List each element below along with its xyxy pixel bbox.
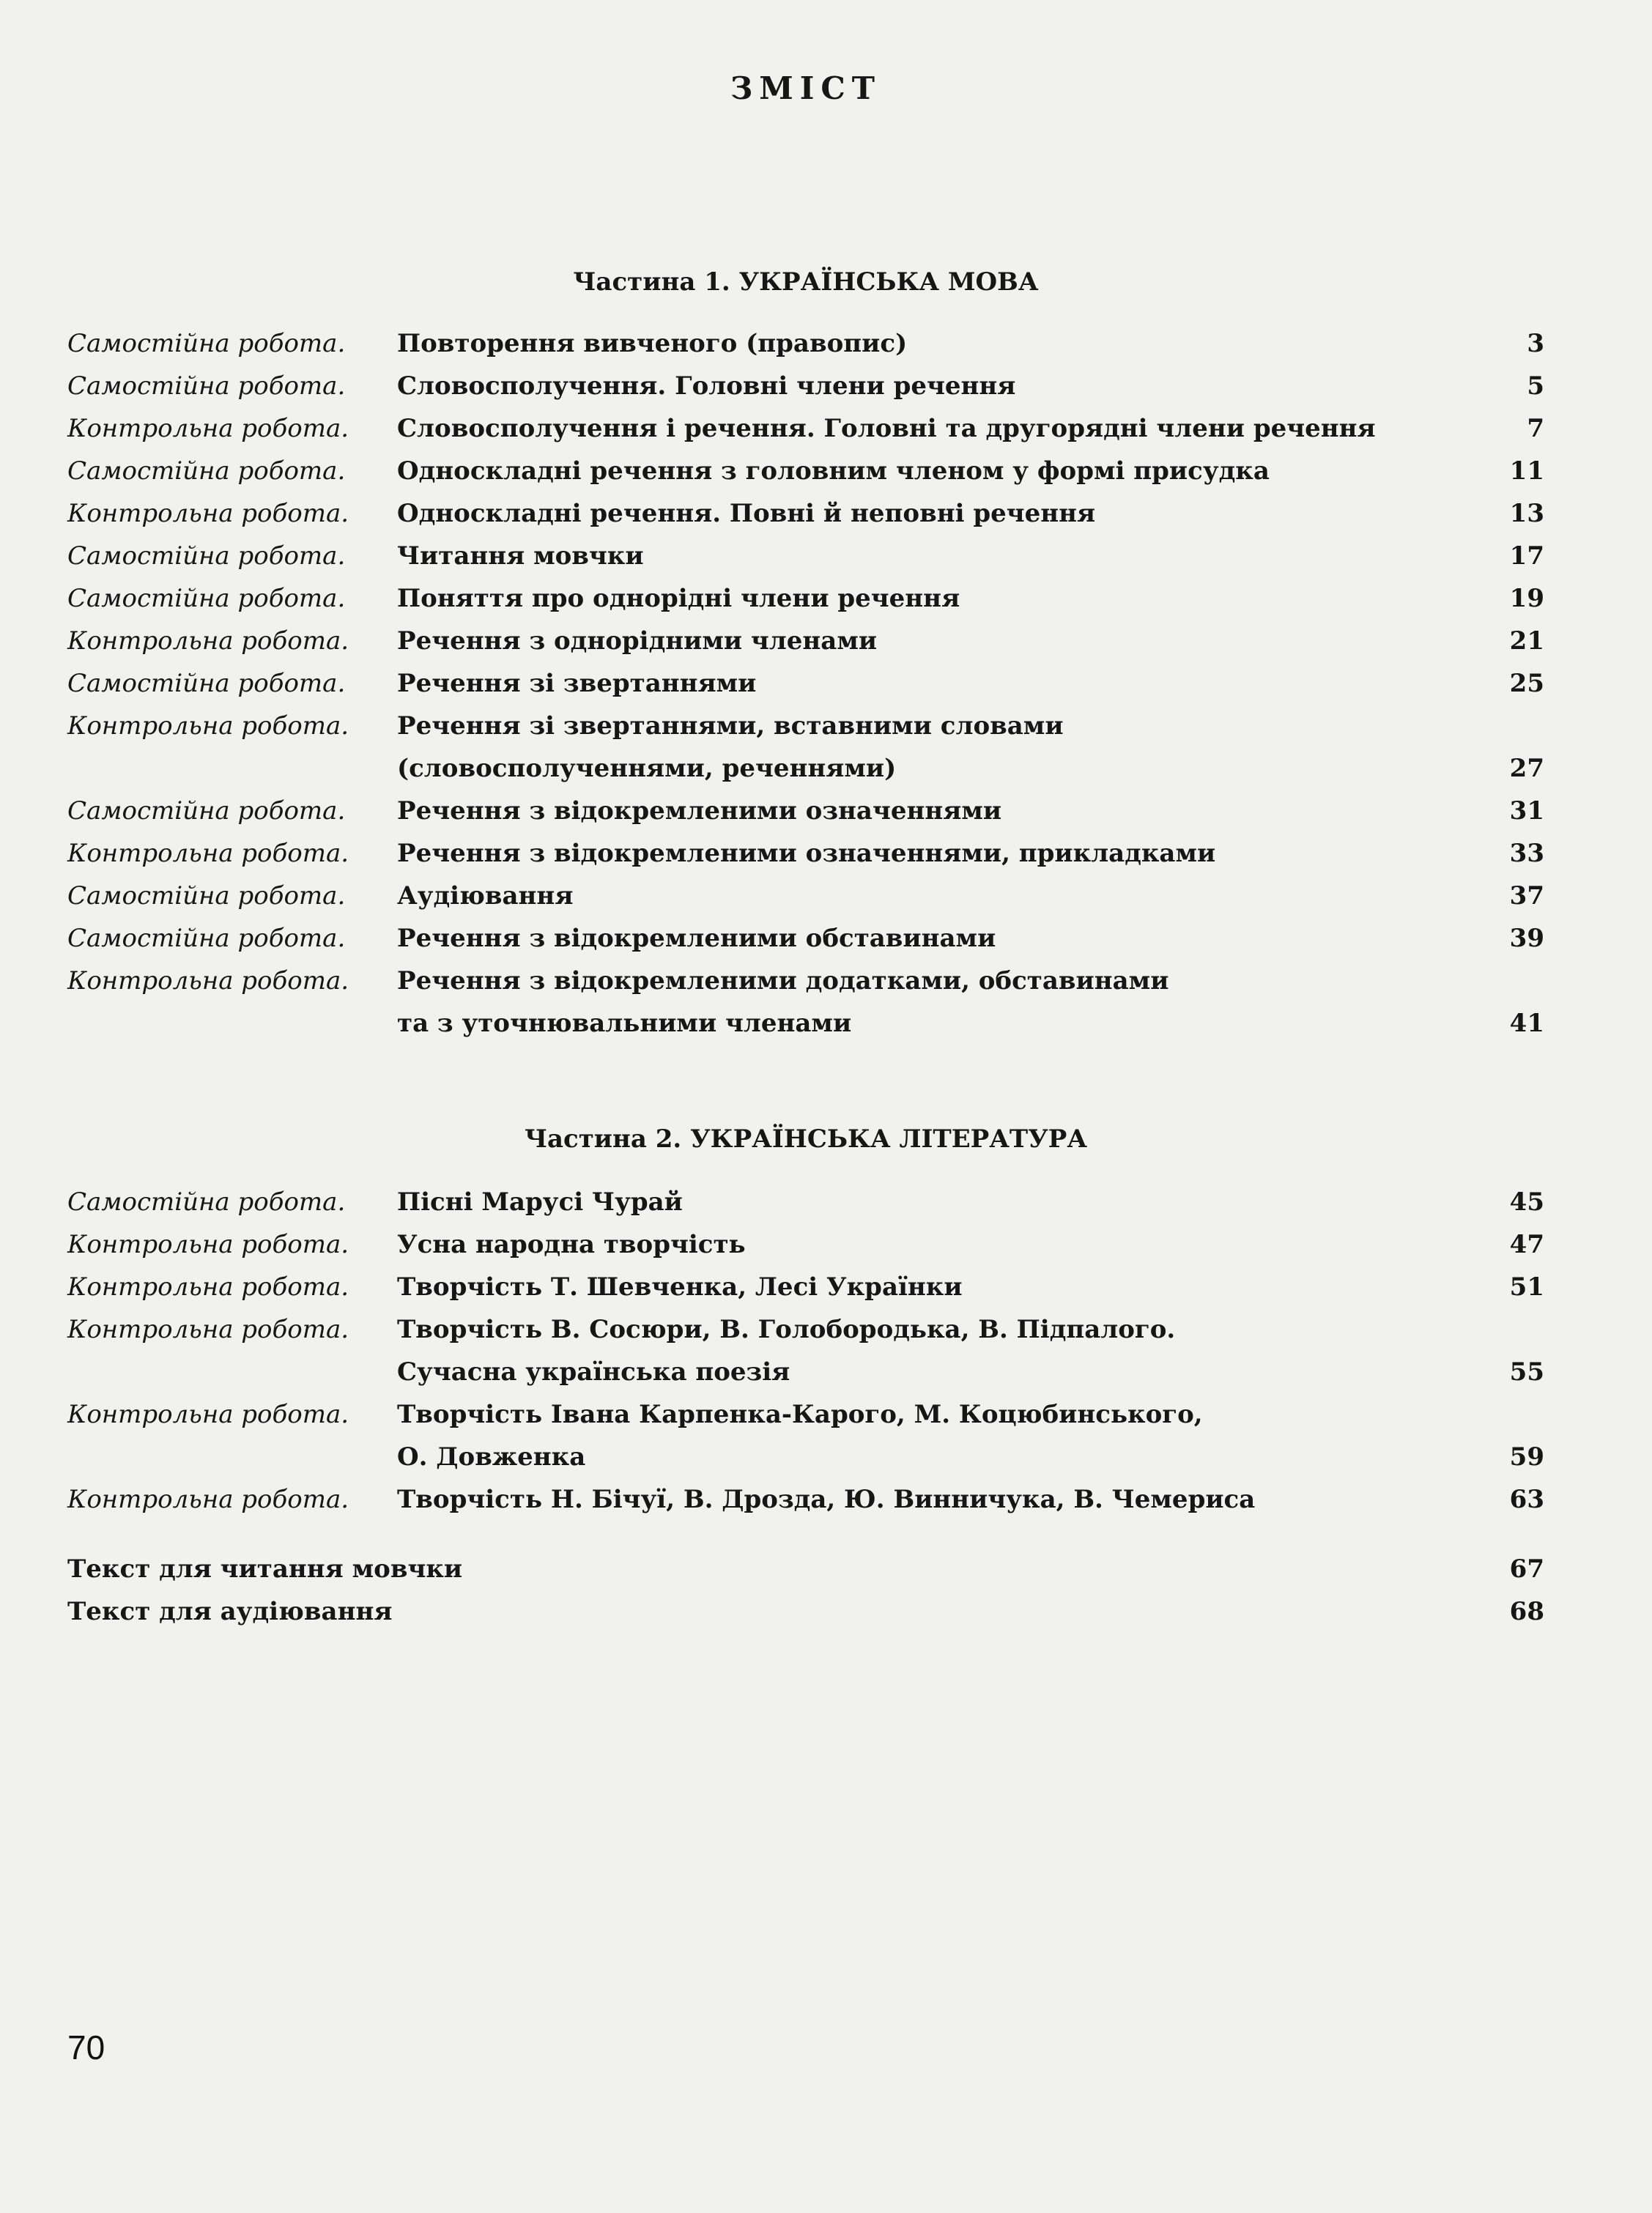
toc-entry xyxy=(67,790,1544,832)
entry-type: Самостійна робота. xyxy=(67,329,346,358)
entry-type: Контрольна робота. xyxy=(67,626,349,656)
entry-page-number: 3 xyxy=(1527,329,1544,358)
entry-type: Контрольна робота. xyxy=(67,1485,349,1514)
toc-entry xyxy=(67,535,1544,577)
entry-type: Контрольна робота. xyxy=(67,499,349,528)
page-number: 70 xyxy=(67,2028,105,2066)
entry-title: Творчість Івана Карпенка-Карого, М. Коцюбинського, xyxy=(397,1400,1203,1429)
toc-entry xyxy=(67,365,1544,407)
entry-type: Контрольна робота. xyxy=(67,1230,349,1259)
part1-heading: Частина 1. УКРАЇНСЬКА МОВА xyxy=(573,267,1039,297)
entry-page-number: 11 xyxy=(1509,456,1544,486)
toc-entry xyxy=(67,832,1544,875)
entry-type: Самостійна робота. xyxy=(67,669,346,698)
entry-title: Речення з відокремленими обставинами xyxy=(397,924,996,953)
entry-type: Самостійна робота. xyxy=(67,371,346,401)
entry-type: Самостійна робота. xyxy=(67,456,346,486)
toc-entry xyxy=(67,1308,1544,1393)
entry-title: Речення зі звертаннями xyxy=(397,669,757,698)
toc-entry xyxy=(67,492,1544,535)
entry-title: Сучасна українська поезія xyxy=(397,1357,790,1387)
entry-type: Самостійна робота. xyxy=(67,881,346,911)
entry-page-number: 68 xyxy=(1509,1597,1544,1626)
toc-entry xyxy=(67,960,1544,1045)
entry-page-number: 25 xyxy=(1509,669,1544,698)
entry-type: Контрольна робота. xyxy=(67,1400,349,1429)
toc-entry xyxy=(67,322,1544,365)
entry-page-number: 21 xyxy=(1509,626,1544,656)
entry-page-number: 33 xyxy=(1509,839,1544,868)
entry-type: Контрольна робота. xyxy=(67,1272,349,1302)
entry-title: Читання мовчки xyxy=(397,541,644,571)
entry-type: Самостійна робота. xyxy=(67,541,346,571)
entry-title: Речення зі звертаннями, вставними словами xyxy=(397,711,1064,741)
toc-entry xyxy=(67,1590,1544,1633)
entry-type: Контрольна робота. xyxy=(67,839,349,868)
part2-heading: Частина 2. УКРАЇНСЬКА ЛІТЕРАТУРА xyxy=(524,1124,1088,1154)
entry-page-number: 47 xyxy=(1509,1230,1544,1259)
entry-page-number: 5 xyxy=(1527,371,1544,401)
part1-toc-list xyxy=(67,322,1544,1045)
toc-entry xyxy=(67,1478,1544,1521)
entry-title: Поняття про однорідні члени речення xyxy=(397,584,960,613)
toc-entry xyxy=(67,1266,1544,1308)
entry-type: Контрольна робота. xyxy=(67,966,349,996)
toc-entry xyxy=(67,1548,1544,1590)
entry-title: Речення з відокремленими означеннями xyxy=(397,796,1002,826)
page-title: ЗМІСТ xyxy=(730,70,882,106)
toc-entry xyxy=(67,917,1544,960)
entry-title: Текст для аудіювання xyxy=(67,1597,393,1626)
entry-page-number: 17 xyxy=(1509,541,1544,571)
entry-page-number: 13 xyxy=(1509,499,1544,528)
entry-title: Аудіювання xyxy=(397,881,574,911)
toc-entry xyxy=(67,875,1544,917)
entry-page-number: 27 xyxy=(1509,754,1544,783)
entry-type: Самостійна робота. xyxy=(67,924,346,953)
entry-type: Контрольна робота. xyxy=(67,711,349,741)
entry-title: та з уточнювальними членами xyxy=(397,1009,852,1038)
entry-page-number: 19 xyxy=(1509,584,1544,613)
entry-title: Речення з відокремленими означеннями, прикладками xyxy=(397,839,1216,868)
entry-page-number: 59 xyxy=(1509,1442,1544,1472)
toc-entry xyxy=(67,705,1544,790)
toc-entry xyxy=(67,662,1544,705)
entry-title: Творчість В. Сосюри, В. Голобородька, В. Підпалого. xyxy=(397,1315,1176,1344)
entry-page-number: 63 xyxy=(1509,1485,1544,1514)
toc-entry xyxy=(67,1393,1544,1478)
toc-entry xyxy=(67,407,1544,450)
entry-title: Односкладні речення з головним членом у формі присудка xyxy=(397,456,1270,486)
entry-page-number: 55 xyxy=(1509,1357,1544,1387)
toc-entry xyxy=(67,450,1544,492)
toc-entry xyxy=(67,577,1544,620)
entry-page-number: 45 xyxy=(1509,1187,1544,1217)
entry-type: Самостійна робота. xyxy=(67,796,346,826)
entry-title: (словосполученнями, реченнями) xyxy=(397,754,897,783)
entry-title: Усна народна творчість xyxy=(397,1230,746,1259)
part2-toc-list xyxy=(67,1181,1544,1521)
entry-title: Односкладні речення. Повні й неповні речення xyxy=(397,499,1096,528)
entry-title: Словосполучення. Головні члени речення xyxy=(397,371,1016,401)
entry-title: Речення з відокремленими додатками, обставинами xyxy=(397,966,1169,996)
entry-type: Контрольна робота. xyxy=(67,1315,349,1344)
entry-title: Пісні Марусі Чурай xyxy=(397,1187,683,1217)
appendix-list xyxy=(67,1548,1544,1633)
entry-page-number: 67 xyxy=(1509,1554,1544,1584)
entry-type: Контрольна робота. xyxy=(67,414,349,443)
toc-entry xyxy=(67,620,1544,662)
entry-page-number: 37 xyxy=(1509,881,1544,911)
entry-title: Текст для читання мовчки xyxy=(67,1554,463,1584)
entry-title: Словосполучення і речення. Головні та другорядні члени речення xyxy=(397,414,1376,443)
entry-page-number: 41 xyxy=(1509,1009,1544,1038)
entry-type: Самостійна робота. xyxy=(67,1187,346,1217)
entry-type: Самостійна робота. xyxy=(67,584,346,613)
entry-page-number: 39 xyxy=(1509,924,1544,953)
toc-entry xyxy=(67,1223,1544,1266)
entry-page-number: 31 xyxy=(1509,796,1544,826)
entry-title: Творчість Н. Бічуї, В. Дрозда, Ю. Винничука, В. Чемериса xyxy=(397,1485,1256,1514)
entry-title: Речення з однорідними членами xyxy=(397,626,878,656)
entry-title: Повторення вивченого (правопис) xyxy=(397,329,908,358)
entry-title: Творчість Т. Шевченка, Лесі Українки xyxy=(397,1272,963,1302)
entry-page-number: 51 xyxy=(1509,1272,1544,1302)
entry-title: О. Довженка xyxy=(397,1442,586,1472)
entry-page-number: 7 xyxy=(1527,414,1544,443)
toc-entry xyxy=(67,1181,1544,1223)
